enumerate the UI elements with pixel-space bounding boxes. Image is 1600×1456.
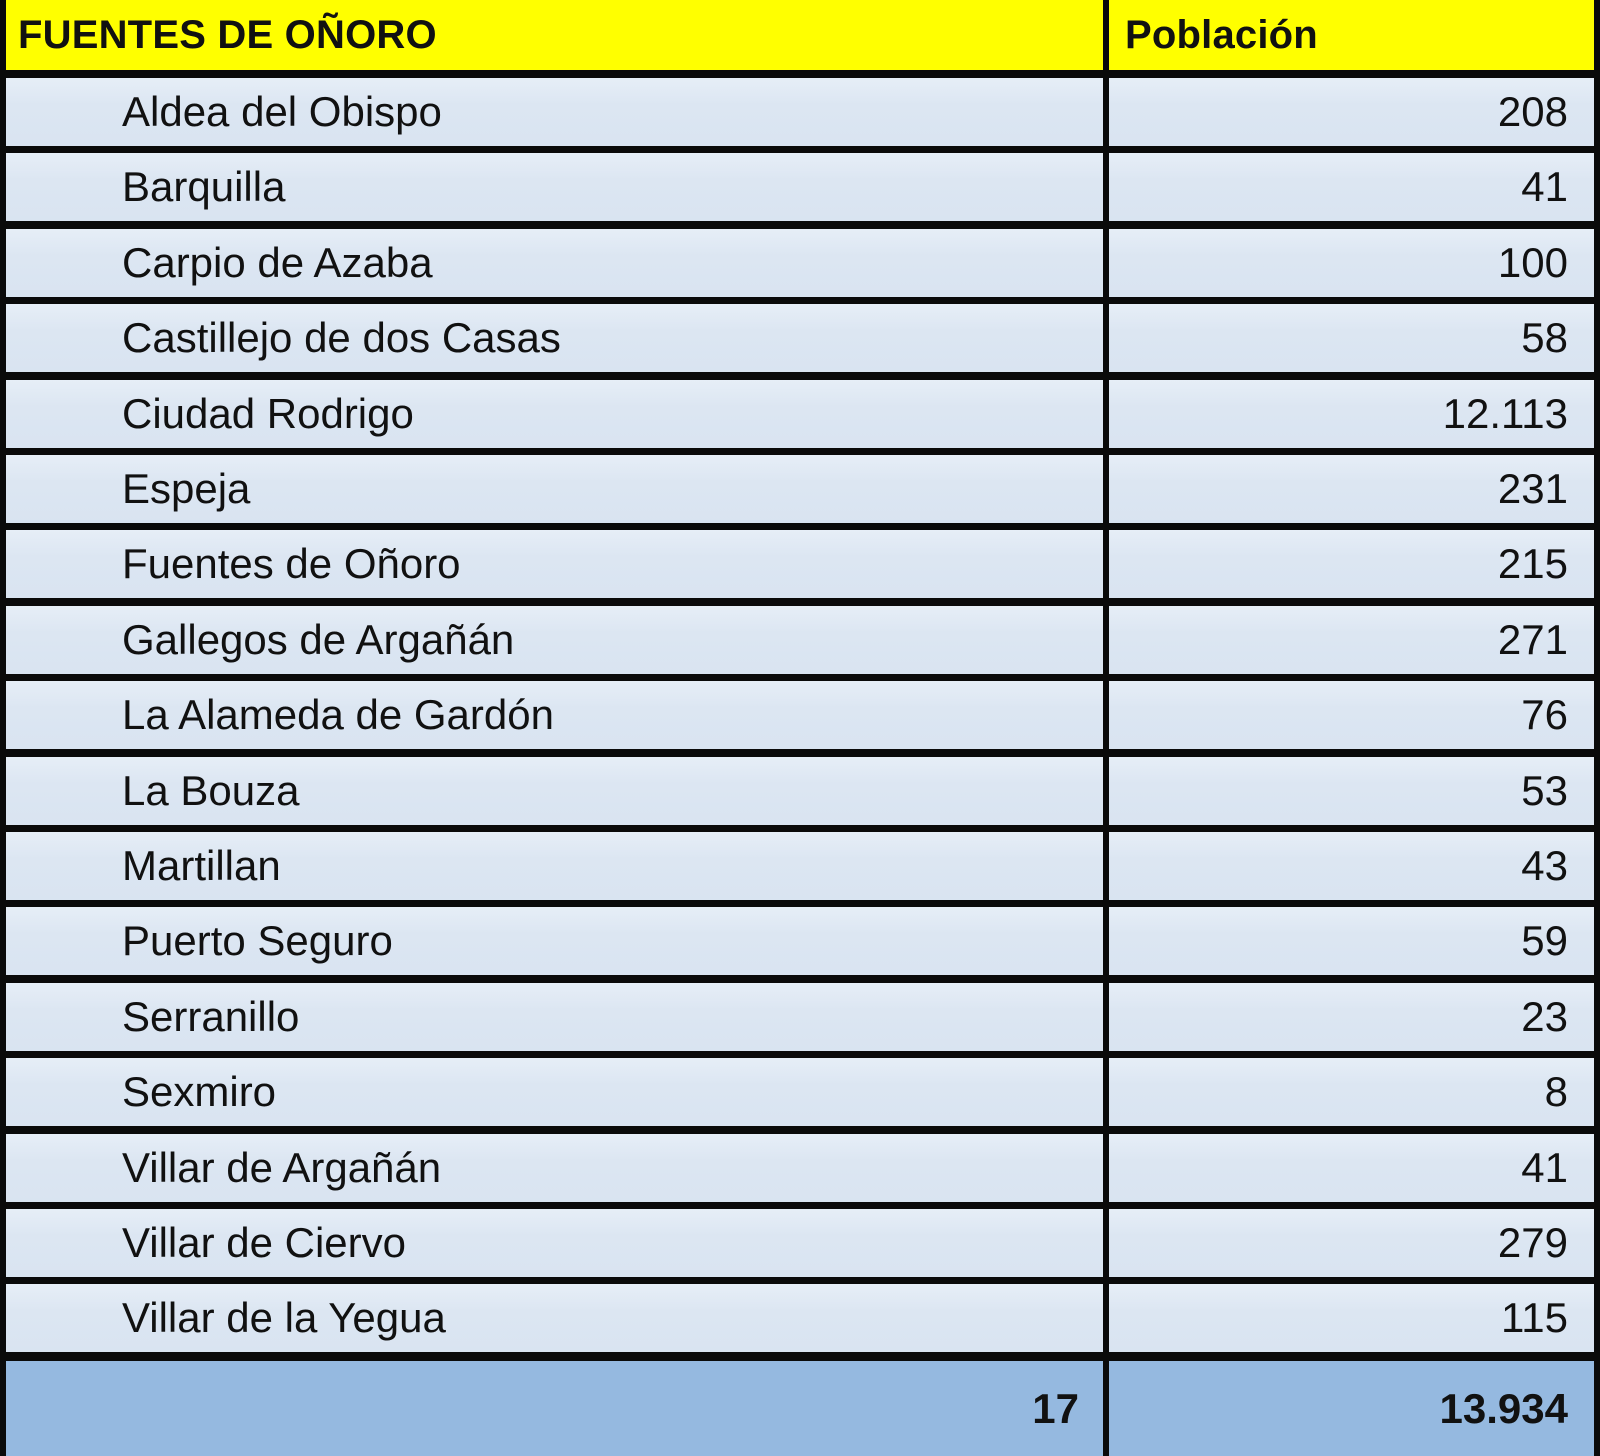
municipality-cell[interactable] xyxy=(6,1284,1103,1352)
table-row xyxy=(0,681,1600,749)
population-cell[interactable] xyxy=(1109,832,1594,900)
municipality-cell[interactable] xyxy=(6,380,1103,448)
population-cell[interactable] xyxy=(1109,78,1594,146)
municipality-name: Gallegos de Argañán xyxy=(122,616,515,663)
population-cell[interactable] xyxy=(1109,1209,1594,1277)
table-total-row xyxy=(0,1361,1600,1456)
population-value: 271 xyxy=(1497,616,1568,663)
total-population-cell[interactable] xyxy=(1109,1361,1594,1456)
population-value: 58 xyxy=(1521,314,1568,361)
table-row xyxy=(0,983,1600,1051)
table-row xyxy=(0,304,1600,372)
table-header-row xyxy=(0,0,1600,70)
population-value: 12.113 xyxy=(1442,390,1568,437)
population-cell[interactable] xyxy=(1109,229,1594,297)
table-row xyxy=(0,455,1600,523)
table-row xyxy=(0,832,1600,900)
municipality-cell[interactable] xyxy=(6,681,1103,749)
population-value: 23 xyxy=(1521,993,1568,1040)
table-row xyxy=(0,380,1600,448)
table-row xyxy=(0,530,1600,598)
population-cell[interactable] xyxy=(1109,380,1594,448)
population-cell[interactable] xyxy=(1109,153,1594,221)
population-cell[interactable] xyxy=(1109,681,1594,749)
population-value: 76 xyxy=(1521,691,1568,738)
table-row xyxy=(0,78,1600,146)
population-value: 100 xyxy=(1497,239,1568,286)
population-value: 208 xyxy=(1497,88,1568,135)
population-value: 59 xyxy=(1521,917,1568,964)
municipality-cell[interactable] xyxy=(6,832,1103,900)
municipality-name: Serranillo xyxy=(122,993,300,1040)
municipality-cell[interactable] xyxy=(6,78,1103,146)
population-value: 279 xyxy=(1497,1219,1568,1266)
municipality-cell[interactable] xyxy=(6,606,1103,674)
municipality-name: Castillejo de dos Casas xyxy=(122,314,561,361)
municipality-name: Carpio de Azaba xyxy=(122,239,433,286)
population-cell[interactable] xyxy=(1109,606,1594,674)
table-row xyxy=(0,1284,1600,1352)
table-row xyxy=(0,1134,1600,1202)
population-cell[interactable] xyxy=(1109,983,1594,1051)
total-population: 13.934 xyxy=(1439,1384,1568,1432)
municipality-name: Espeja xyxy=(122,465,251,512)
municipality-cell[interactable] xyxy=(6,229,1103,297)
population-cell[interactable] xyxy=(1109,1284,1594,1352)
municipality-cell[interactable] xyxy=(6,1134,1103,1202)
population-value: 53 xyxy=(1521,767,1568,814)
population-value: 43 xyxy=(1521,842,1568,889)
table-row xyxy=(0,229,1600,297)
population-value: 215 xyxy=(1497,540,1568,587)
municipality-cell[interactable] xyxy=(6,455,1103,523)
population-value: 41 xyxy=(1521,1144,1568,1191)
population-value: 231 xyxy=(1497,465,1568,512)
municipality-cell[interactable] xyxy=(6,304,1103,372)
population-cell[interactable] xyxy=(1109,907,1594,975)
municipality-name: Fuentes de Oñoro xyxy=(122,540,461,587)
table-row xyxy=(0,757,1600,825)
municipality-name: La Bouza xyxy=(122,767,300,814)
municipality-name: Ciudad Rodrigo xyxy=(122,390,414,437)
municipality-cell[interactable] xyxy=(6,983,1103,1051)
municipality-name: Martillan xyxy=(122,842,281,889)
municipality-name: Barquilla xyxy=(122,163,286,210)
municipality-name: Villar de Argañán xyxy=(122,1144,442,1191)
municipality-cell[interactable] xyxy=(6,907,1103,975)
municipality-cell[interactable] xyxy=(6,1209,1103,1277)
table-row xyxy=(0,1209,1600,1277)
header-group-label: FUENTES DE OÑORO xyxy=(18,12,437,57)
population-value: 115 xyxy=(1501,1294,1568,1341)
municipality-name: Puerto Seguro xyxy=(122,917,393,964)
population-cell[interactable] xyxy=(1109,455,1594,523)
municipality-name: Villar de la Yegua xyxy=(122,1294,446,1341)
municipality-name: Aldea del Obispo xyxy=(122,88,442,135)
population-value: 41 xyxy=(1521,163,1568,210)
population-cell[interactable] xyxy=(1109,757,1594,825)
municipality-name: La Alameda de Gardón xyxy=(122,691,554,738)
population-cell[interactable] xyxy=(1109,1058,1594,1126)
municipality-cell[interactable] xyxy=(6,530,1103,598)
table-row xyxy=(0,153,1600,221)
municipality-name: Sexmiro xyxy=(122,1068,277,1115)
municipality-cell[interactable] xyxy=(6,1058,1103,1126)
header-population-label: Población xyxy=(1125,12,1318,57)
population-cell[interactable] xyxy=(1109,530,1594,598)
population-cell[interactable] xyxy=(1109,1134,1594,1202)
population-cell[interactable] xyxy=(1109,304,1594,372)
population-value: 8 xyxy=(1544,1068,1568,1115)
header-cell-group[interactable] xyxy=(6,0,1103,70)
total-count-cell[interactable] xyxy=(6,1361,1103,1456)
table-row xyxy=(0,606,1600,674)
total-count: 17 xyxy=(1032,1384,1079,1432)
municipality-name: Villar de Ciervo xyxy=(122,1219,407,1266)
municipality-cell[interactable] xyxy=(6,757,1103,825)
header-cell-population[interactable] xyxy=(1109,0,1594,70)
table-row xyxy=(0,907,1600,975)
table-row xyxy=(0,1058,1600,1126)
municipality-cell[interactable] xyxy=(6,153,1103,221)
